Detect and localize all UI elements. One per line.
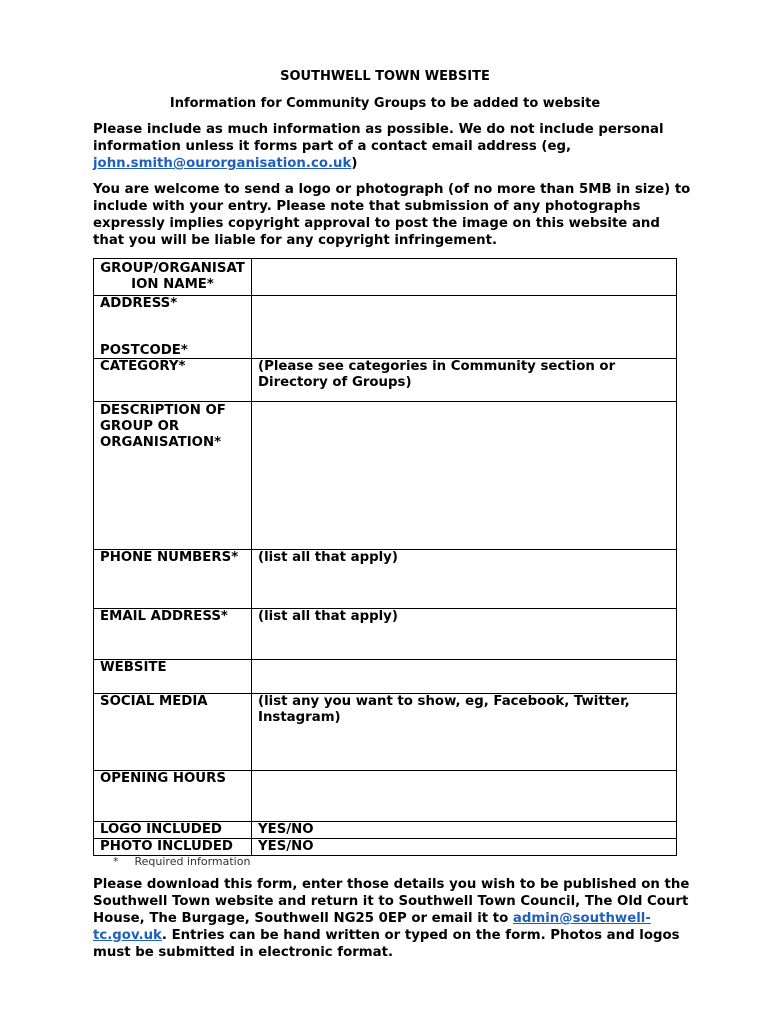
email-label: EMAIL ADDRESS*: [94, 609, 252, 660]
table-row: [94, 402, 677, 550]
logo-included-label: LOGO INCLUDED: [94, 822, 252, 839]
table-row: [94, 609, 677, 660]
closing-text: Please download this form, enter those details you wish to be published on the Southwell Town website and return it to Southwell Town Council, The Old Court House, The Burgage, Southwell NG25 0EP or email it to: [93, 877, 690, 926]
table-row: [94, 694, 677, 771]
group-name-label: GROUP/ORGANISATION NAME*: [94, 259, 252, 296]
opening-hours-label: OPENING HOURS: [94, 771, 252, 822]
postcode-label: POSTCODE*: [100, 343, 188, 358]
address-label-cell: [94, 296, 252, 359]
website-field[interactable]: [252, 660, 677, 694]
intro-paragraph-2: You are welcome to send a logo or photograph (of no more than 5MB in size) to include with your entry. Please note that submission of any photographs expressly implies copyright approval to post the image on this website and that you will be liable for any copyright infringement.: [93, 182, 691, 248]
required-footnote-text: Required information: [134, 855, 251, 868]
phone-label: PHONE NUMBERS*: [94, 550, 252, 609]
asterisk-icon: *: [113, 855, 119, 868]
intro-paragraph-1: [93, 121, 693, 172]
intro-1-text: Please include as much information as possible. We do not include personal information unless it forms part of a contact email address (eg,: [93, 122, 664, 154]
website-label: WEBSITE: [94, 660, 252, 694]
table-row: [94, 359, 677, 402]
required-footnote: [113, 853, 250, 870]
table-row: [94, 550, 677, 609]
table-row: [94, 822, 677, 839]
council-email-link[interactable]: admin@southwell-tc.gov.uk: [93, 911, 651, 943]
address-label: ADDRESS*: [100, 296, 178, 311]
email-field[interactable]: (list all that apply): [252, 609, 677, 660]
photo-included-field[interactable]: YES/NO: [252, 839, 677, 856]
table-row: [94, 771, 677, 822]
category-field[interactable]: (Please see categories in Community section or Directory of Groups): [252, 359, 677, 402]
group-name-field[interactable]: [252, 259, 677, 296]
document-subtitle: Information for Community Groups to be added to website: [169, 96, 601, 111]
table-row: [94, 296, 677, 359]
address-field[interactable]: [252, 296, 677, 359]
closing-text-end: . Entries can be hand written or typed on the form. Photos and logos must be submitted in electronic format.: [93, 928, 680, 960]
example-email-link[interactable]: john.smith@ourorganisation.co.uk: [93, 156, 352, 171]
photo-included-label: PHOTO INCLUDED: [94, 839, 252, 856]
phone-field[interactable]: (list all that apply): [252, 550, 677, 609]
closing-paragraph: [93, 876, 693, 961]
logo-included-field[interactable]: YES/NO: [252, 822, 677, 839]
document-title: SOUTHWELL TOWN WEBSITE: [280, 69, 490, 84]
community-group-form: [93, 258, 677, 856]
social-media-label: SOCIAL MEDIA: [94, 694, 252, 771]
table-row: [94, 259, 677, 296]
social-media-field[interactable]: (list any you want to show, eg, Facebook, Twitter, Instagram): [252, 694, 677, 771]
table-row: [94, 660, 677, 694]
intro-1-end: ): [351, 156, 358, 171]
category-label: CATEGORY*: [94, 359, 252, 402]
description-field[interactable]: [252, 402, 677, 550]
description-label: DESCRIPTION OF GROUP OR ORGANISATION*: [94, 402, 252, 550]
opening-hours-field[interactable]: [252, 771, 677, 822]
